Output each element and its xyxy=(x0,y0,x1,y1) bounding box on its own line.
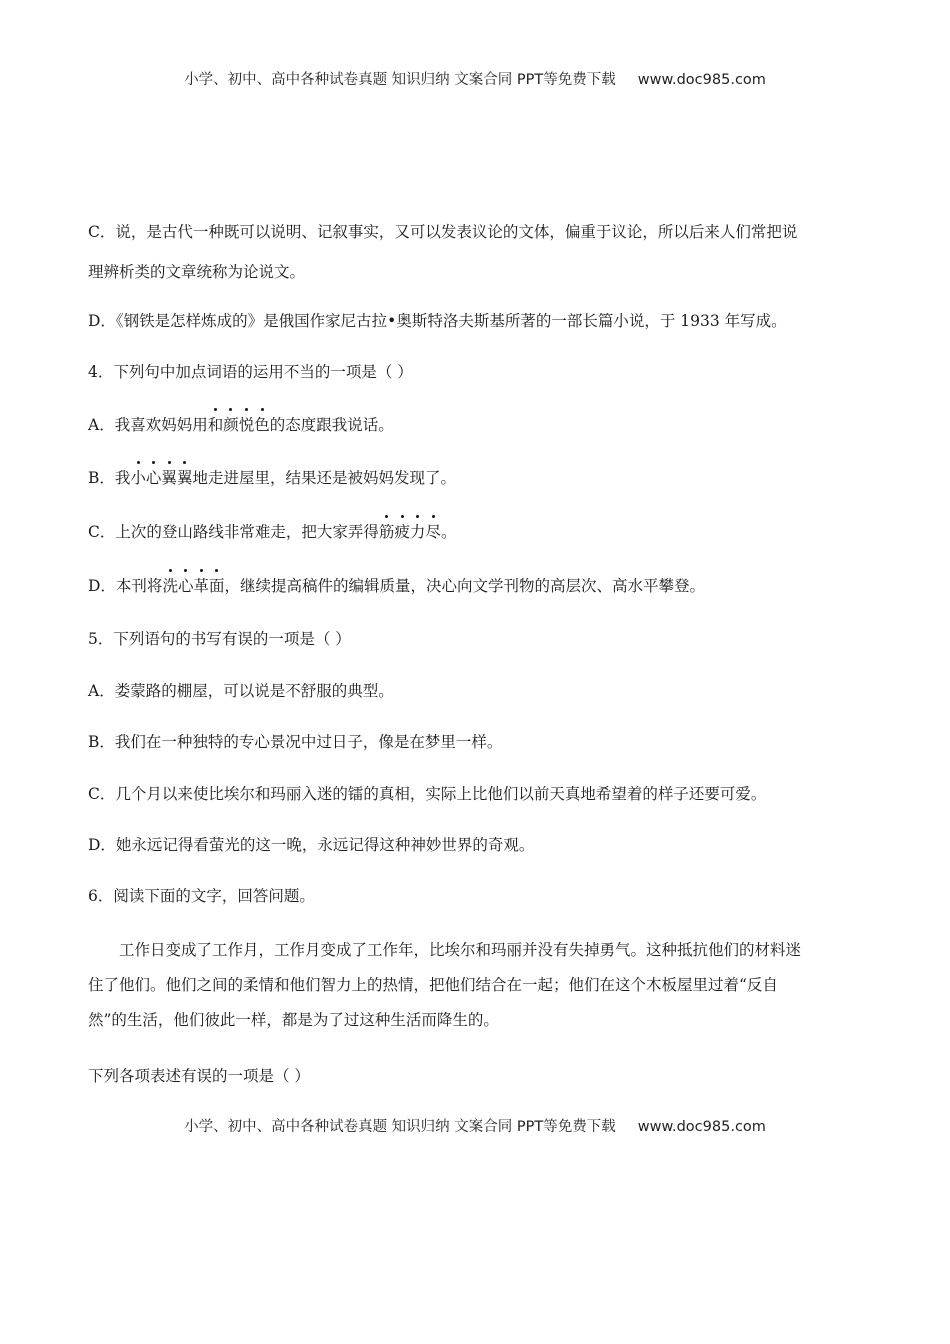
emphasis-char: 疲 xyxy=(394,523,410,541)
q5-option-c: C．几个月以来使比埃尔和玛丽入迷的镭的真相，实际上比他们以前天真地希望着的样子还要可爱。 xyxy=(88,785,767,803)
reading-passage-line1: 工作日变成了工作月，工作月变成了工作年，比埃尔和玛丽并没有失掉勇气。这种抵抗他们的材料迷 xyxy=(119,941,802,959)
emphasis-char: 翼 xyxy=(176,469,193,487)
footer-text: 小学、初中、高中各种试卷真题 知识归纳 文案合同 PPT等免费下载 xyxy=(184,1119,616,1135)
q4-option-d: D．本刊将洗心革面，继续提高稿件的编辑质量，决心向文学刊物的高层次、高水平攀登。 xyxy=(88,577,706,595)
emphasis-char: 筋 xyxy=(378,523,395,541)
q5-option-b: B．我们在一种独特的专心景况中过日子，像是在梦里一样。 xyxy=(88,733,503,751)
page-footer xyxy=(0,1115,950,1136)
q4-stem: 4．下列句中加点词语的运用不当的一项是（ ） xyxy=(88,363,413,381)
q4-option-b: B．我小心翼翼地走进屋里，结果还是被妈妈发现了。 xyxy=(88,469,456,487)
q4-option-c: C．上次的登山路线非常难走，把大家弄得筋疲力尽。 xyxy=(88,523,457,541)
emphasis-char: 色 xyxy=(254,416,270,434)
footer-site: www.doc985.com xyxy=(637,1119,766,1135)
q3-option-c-line1: C．说，是古代一种既可以说明、记叙事实，又可以发表议论的文体，偏重于议论，所以后来人们常把说 xyxy=(88,223,798,241)
q3-option-c-line2: 理辨析类的文章统称为论说文。 xyxy=(88,263,306,281)
q3-option-d: D．《钢铁是怎样炼成的》是俄国作家尼古拉•奥斯特洛夫斯基所著的一部长篇小说，于 1933 年写成。 xyxy=(88,312,787,330)
page-header xyxy=(0,68,950,89)
reading-passage-line2: 住了他们。他们之间的柔情和他们智力上的热情，把他们结合在一起；他们在这个木板屋里过着“反自 xyxy=(88,976,778,994)
emphasis-char: 尽 xyxy=(425,523,441,541)
emphasis-char: 颜 xyxy=(223,416,239,434)
emphasis-char: 心 xyxy=(145,469,162,487)
emphasis-char: 小 xyxy=(130,469,146,487)
q4-option-a: A．我喜欢妈妈用和颜悦色的态度跟我说话。 xyxy=(88,416,394,434)
emphasis-char: 面 xyxy=(208,577,225,595)
q5-stem: 5．下列语句的书写有误的一项是（ ） xyxy=(88,630,351,648)
q5-option-a: A．娄蒙路的棚屋，可以说是不舒服的典型。 xyxy=(88,682,394,700)
header-text: 小学、初中、高中各种试卷真题 知识归纳 文案合同 PPT等免费下载 xyxy=(184,72,616,88)
emphasis-char: 翼 xyxy=(161,469,177,487)
reading-passage-line3: 然”的生活，他们彼此一样，都是为了过这种生活而降生的。 xyxy=(88,1011,499,1029)
q6-question: 下列各项表述有误的一项是（ ） xyxy=(88,1067,310,1085)
q6-stem: 6．阅读下面的文字，回答问题。 xyxy=(88,887,315,905)
emphasis-char: 心 xyxy=(177,577,194,595)
q5-option-d: D．她永远记得看萤光的这一晚，永远记得这种神妙世界的奇观。 xyxy=(88,836,535,854)
emphasis-char: 革 xyxy=(193,577,209,595)
emphasis-char: 洗 xyxy=(162,577,178,595)
emphasis-char: 悦 xyxy=(238,416,255,434)
emphasis-char: 力 xyxy=(409,523,426,541)
emphasis-char: 和 xyxy=(207,416,224,434)
header-site: www.doc985.com xyxy=(637,72,766,88)
